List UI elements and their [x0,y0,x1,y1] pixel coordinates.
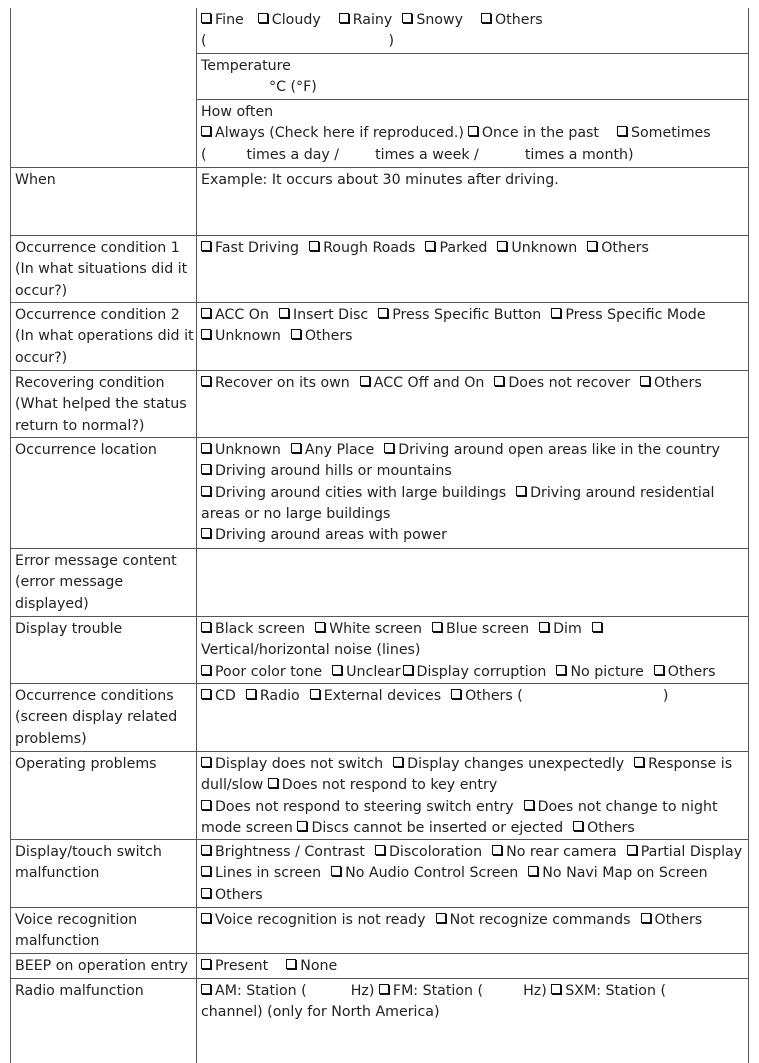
error-message-label: Error message content (error message displayed) [15,553,177,612]
always-option[interactable]: Always (Check here if reproduced.) [201,125,464,141]
how-often-cell: How often Always (Check here if reproduced.) Once in the past Sometimes ( times a day / times a week / times a month) [196,99,748,168]
checkbox-icon[interactable] [246,689,256,699]
checkbox-icon[interactable] [375,845,385,855]
occurrence-conditions-screen-row [11,683,748,751]
operating-problems-options [196,752,748,839]
checkbox-icon[interactable] [378,308,388,318]
occurrence-conditions-screen-label: Occurrence conditions (screen display related problems) [15,688,178,747]
weather-paren-open: ( [201,33,207,50]
when-row [11,167,748,235]
checkbox-icon[interactable] [201,464,211,474]
checkbox-icon[interactable] [339,13,349,23]
acc-on-option[interactable]: ACC On [201,307,269,323]
voice-recognition-options [196,908,748,953]
temperature-label: Temperature [201,58,291,74]
checkbox-icon[interactable] [332,665,342,675]
unknown-option[interactable]: Unknown [497,240,577,256]
press-specific-button-option[interactable]: Press Specific Button [378,307,541,323]
checkbox-icon[interactable] [481,13,491,23]
display-trouble-label: Display trouble [15,621,123,637]
checkbox-icon[interactable] [516,486,526,496]
recovering-condition-label: Recovering condition (What helped the status return to normal?) [15,375,187,434]
checkbox-icon[interactable] [201,757,211,767]
once-option[interactable]: Once in the past [468,125,599,141]
poor-color-option[interactable]: Poor color tone [201,664,322,680]
blue-screen-option[interactable]: Blue screen [432,621,529,637]
no-steering-switch-option[interactable]: Does not respond to steering switch entry [201,799,514,815]
checkbox-icon[interactable] [436,913,446,923]
display-changes-option[interactable]: Display changes unexpectedly [393,756,624,772]
when-example: Example: It occurs about 30 minutes after driving. [196,168,748,235]
occurrence-condition-1-options [196,236,748,302]
sometimes-option[interactable]: Sometimes [617,125,711,141]
checkbox-icon[interactable] [201,866,211,876]
residential-option[interactable]: Driving around residential areas or no large buildings [201,484,715,522]
checkbox-icon[interactable] [468,126,478,136]
discs-cannot-insert-option[interactable]: Discs cannot be inserted or ejected [297,820,563,836]
any-place-option[interactable]: Any Place [291,442,374,458]
checkbox-icon[interactable] [331,866,341,876]
checkbox-icon[interactable] [497,241,507,251]
others-option[interactable]: Others ( [451,688,523,704]
weather-fine-option[interactable]: Fine [201,12,244,28]
weather-rainy-option[interactable]: Rainy [339,12,393,28]
white-screen-option[interactable]: White screen [315,621,422,637]
parked-option[interactable]: Parked [425,240,487,256]
times-a-day: times a day / [246,146,340,163]
checkbox-icon[interactable] [402,13,412,23]
how-often-label: How often [201,104,274,120]
hills-mountains-option[interactable]: Driving around hills or mountains [201,463,452,479]
weather-cloudy-option[interactable]: Cloudy [258,12,321,28]
no-key-entry-option[interactable]: Does not respond to key entry [268,777,497,793]
checkbox-icon[interactable] [201,308,211,318]
no-rear-camera-option[interactable]: No rear camera [492,844,617,860]
display-trouble-options [196,617,748,683]
malfunction-checklist-table [10,8,749,1063]
radio-malfunction-label: Radio malfunction [15,983,144,999]
acc-off-on-option[interactable]: ACC Off and On [360,375,485,391]
temperature-unit: °C (°F) [269,79,317,96]
checkbox-icon[interactable] [201,329,211,339]
checkbox-icon[interactable] [640,376,650,386]
others-option[interactable]: Others [641,912,703,928]
display-not-switch-option[interactable]: Display does not switch [201,756,383,772]
others-option[interactable]: Others [201,887,263,903]
checkbox-icon[interactable] [201,622,211,632]
weather-label-cell [11,8,196,168]
checkbox-icon[interactable] [587,241,597,251]
recover-on-own-option[interactable]: Recover on its own [201,375,350,391]
checkbox-icon[interactable] [291,443,301,453]
response-dull-option[interactable]: Response is dull/slow [201,756,733,794]
checkbox-icon[interactable] [201,888,211,898]
unknown-option[interactable]: Unknown [201,328,281,344]
checkbox-icon[interactable] [551,308,561,318]
weather-paren-close: ) [388,33,395,50]
checkbox-icon[interactable] [403,665,413,675]
occurrence-location-label: Occurrence location [15,442,157,458]
fm-station-option[interactable]: FM: Station ( Hz) [379,983,547,999]
error-message-row [11,548,748,616]
beep-label: BEEP on operation entry [15,958,189,974]
checkbox-icon[interactable] [528,866,538,876]
temperature-cell [196,53,748,99]
fast-driving-option[interactable]: Fast Driving [201,240,299,256]
when-label: When [15,172,56,188]
others-option[interactable]: Others [640,375,702,391]
partial-display-option[interactable]: Partial Display [627,844,742,860]
checkbox-icon[interactable] [393,757,403,767]
checkbox-icon[interactable] [291,329,301,339]
no-picture-option[interactable]: No picture [556,664,643,680]
checkbox-icon[interactable] [494,376,504,386]
recovering-condition-row [11,370,748,437]
radio-malfunction-options [196,979,748,1063]
unclear-option[interactable]: Unclear [332,664,400,680]
checkbox-icon[interactable] [268,778,278,788]
checkbox-icon[interactable] [201,376,211,386]
external-devices-option[interactable]: External devices [310,688,441,704]
checkbox-icon[interactable] [617,126,627,136]
checkbox-icon[interactable] [201,845,211,855]
others-option[interactable]: Others [573,820,635,836]
checkbox-icon[interactable] [201,241,211,251]
checkbox-icon[interactable] [556,665,566,675]
rough-roads-option[interactable]: Rough Roads [309,240,415,256]
cities-option[interactable]: Driving around cities with large buildings [201,485,506,501]
checkbox-icon[interactable] [432,622,442,632]
times-a-month: times a month) [524,146,634,163]
checkbox-icon[interactable] [310,689,320,699]
checkbox-icon[interactable] [201,984,211,994]
checkbox-icon[interactable] [258,13,268,23]
checkbox-icon[interactable] [309,241,319,251]
checkbox-icon[interactable] [592,622,602,632]
weather-options-cell [196,8,748,53]
voice-not-ready-option[interactable]: Voice recognition is not ready [201,912,426,928]
occurrence-condition-2-options [196,303,748,370]
others-option[interactable]: Others [587,240,649,256]
occurrence-condition-2-label: Occurrence condition 2 (In what operations did it occur?) [15,307,194,366]
checkbox-icon[interactable] [379,984,389,994]
checkbox-icon[interactable] [286,959,296,969]
radio-malfunction-row [11,978,748,1063]
am-station-option[interactable]: AM: Station ( Hz) [201,983,374,999]
voice-recognition-row [11,907,748,953]
touch-switch-row [11,839,748,907]
checkbox-icon[interactable] [201,126,211,136]
power-areas-option[interactable]: Driving around areas with power [201,527,447,543]
not-recognize-commands-option[interactable]: Not recognize commands [436,912,631,928]
checkbox-icon[interactable] [425,241,435,251]
touch-switch-label: Display/touch switch malfunction [15,844,162,882]
does-not-recover-option[interactable]: Does not recover [494,375,630,391]
no-audio-control-option[interactable]: No Audio Control Screen [331,865,518,881]
touch-switch-options [196,840,748,907]
weather-row [11,8,748,168]
beep-row [11,953,748,978]
sxm-station-option[interactable]: SXM: Station ( [551,983,666,999]
occurrence-location-row [11,437,748,548]
error-message-value[interactable] [196,549,748,616]
voice-recognition-label: Voice recognition malfunction [15,912,138,950]
open-areas-option[interactable]: Driving around open areas like in the country [384,442,720,458]
weather-snowy-option[interactable]: Snowy [402,12,463,28]
none-option[interactable]: None [286,958,337,974]
radio-note: channel) (only for North America) [201,1004,440,1021]
checkbox-icon[interactable] [627,845,637,855]
unknown-option[interactable]: Unknown [201,442,281,458]
checkbox-icon[interactable] [641,913,651,923]
press-specific-mode-option[interactable]: Press Specific Mode [551,307,705,323]
checkbox-icon[interactable] [201,13,211,23]
radio-option[interactable]: Radio [246,688,300,704]
checkbox-icon[interactable] [201,689,211,699]
checkbox-icon[interactable] [634,757,644,767]
occurrence-conditions-screen-options [196,684,748,751]
checkbox-icon[interactable] [384,443,394,453]
checkbox-icon[interactable] [279,308,289,318]
discoloration-option[interactable]: Discoloration [375,844,482,860]
occurrence-condition-2-row [11,302,748,370]
display-trouble-row [11,616,748,683]
no-navi-map-option[interactable]: No Navi Map on Screen [528,865,707,881]
others-option[interactable]: Others [291,328,353,344]
others-paren-close: ) [662,688,669,704]
operating-problems-row [11,751,748,839]
insert-disc-option[interactable]: Insert Disc [279,307,368,323]
beep-options [196,954,748,978]
checkbox-icon[interactable] [315,622,325,632]
checkbox-icon[interactable] [297,821,307,831]
checkbox-icon[interactable] [201,959,211,969]
occurrence-location-options [196,438,748,548]
display-corruption-option[interactable]: Display corruption [403,664,547,680]
black-screen-option[interactable]: Black screen [201,621,305,637]
cd-option[interactable]: CD [201,688,236,704]
checkbox-icon[interactable] [524,800,534,810]
times-a-week: times a week / [375,146,479,163]
checkbox-icon[interactable] [654,665,664,675]
checkbox-icon[interactable] [201,800,211,810]
recovering-condition-options [196,371,748,437]
operating-problems-label: Operating problems [15,756,157,772]
checkbox-icon[interactable] [201,486,211,496]
brightness-contrast-option[interactable]: Brightness / Contrast [201,844,365,860]
weather-others-option[interactable]: Others [481,12,543,28]
dim-option[interactable]: Dim [539,621,582,637]
checkbox-icon[interactable] [573,821,583,831]
checkbox-icon[interactable] [201,665,211,675]
checkbox-icon[interactable] [492,845,502,855]
present-option[interactable]: Present [201,958,268,974]
checkbox-icon[interactable] [201,443,211,453]
others-option[interactable]: Others [654,664,716,680]
no-night-mode-option[interactable]: Does not change to night mode screen [201,798,718,836]
checkbox-icon[interactable] [201,913,211,923]
checkbox-icon[interactable] [551,984,561,994]
checkbox-icon[interactable] [360,376,370,386]
noise-lines-option[interactable]: Vertical/horizontal noise (lines) [201,642,421,659]
occurrence-condition-1-row [11,235,748,302]
checkbox-icon[interactable] [451,689,461,699]
lines-in-screen-option[interactable]: Lines in screen [201,865,321,881]
occurrence-condition-1-label: Occurrence condition 1 (In what situations did it occur?) [15,240,188,299]
checkbox-icon[interactable] [539,622,549,632]
checkbox-icon[interactable] [201,528,211,538]
